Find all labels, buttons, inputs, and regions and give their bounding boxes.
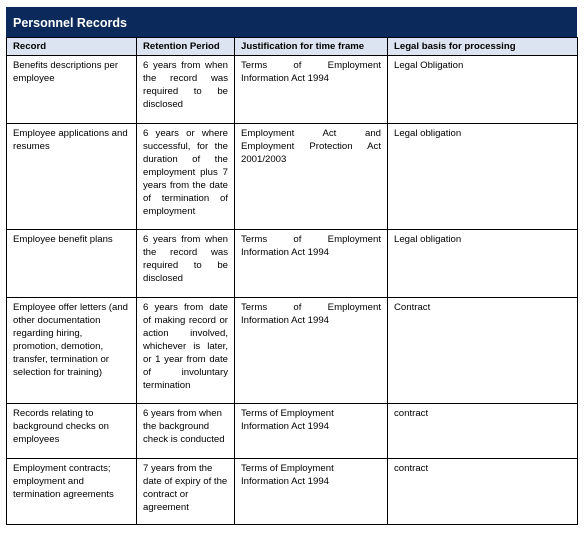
records-table [6,37,578,525]
cell-legal-basis: contract [388,404,578,459]
cell-legal-basis: Legal Obligation [388,56,578,124]
header-justification: Justification for time frame [235,38,388,56]
cell-record: Employee applications and resumes [7,124,137,230]
cell-justification: Employment Act and Employment Protection Act 2001/2003 [235,124,388,230]
cell-record: Records relating to background checks on employees [7,404,137,459]
table-row [7,56,578,124]
cell-retention: 6 years from date of making record or action involved, whichever is later, or 1 year from date of involuntary termination [137,298,235,404]
cell-retention: 6 years or where successful, for the duration of the employment plus 7 years from the date of termination of employment [137,124,235,230]
table-row [7,298,578,404]
cell-legal-basis: contract [388,459,578,525]
table-row [7,124,578,230]
header-legal-basis: Legal basis for processing [388,38,578,56]
table-row [7,404,578,459]
cell-legal-basis: Contract [388,298,578,404]
header-record: Record [7,38,137,56]
cell-retention: 6 years from when the record was required to be disclosed [137,56,235,124]
cell-justification: Terms of Employment Information Act 1994 [235,298,388,404]
cell-record: Employee offer letters (and other documentation regarding hiring, promotion, demotion, transfer, termination or selection for training) [7,298,137,404]
cell-record: Benefits descriptions per employee [7,56,137,124]
header-retention-period: Retention Period [137,38,235,56]
header-row [7,38,578,56]
cell-retention: 6 years from when the background check is conducted [137,404,235,459]
cell-legal-basis: Legal obligation [388,124,578,230]
cell-legal-basis: Legal obligation [388,230,578,298]
cell-record: Employee benefit plans [7,230,137,298]
cell-retention: 6 years from when the record was required to be disclosed [137,230,235,298]
cell-justification: Terms of Employment Information Act 1994 [235,230,388,298]
table-row [7,230,578,298]
cell-justification: Terms of Employment Information Act 1994 [235,459,388,525]
table-title: Personnel Records [6,7,577,37]
cell-retention: 7 years from the date of expiry of the contract or agreement [137,459,235,525]
cell-justification: Terms of Employment Information Act 1994 [235,56,388,124]
table-row [7,459,578,525]
personnel-records-document [6,7,577,525]
cell-record: Employment contracts; employment and termination agreements [7,459,137,525]
cell-justification: Terms of Employment Information Act 1994 [235,404,388,459]
